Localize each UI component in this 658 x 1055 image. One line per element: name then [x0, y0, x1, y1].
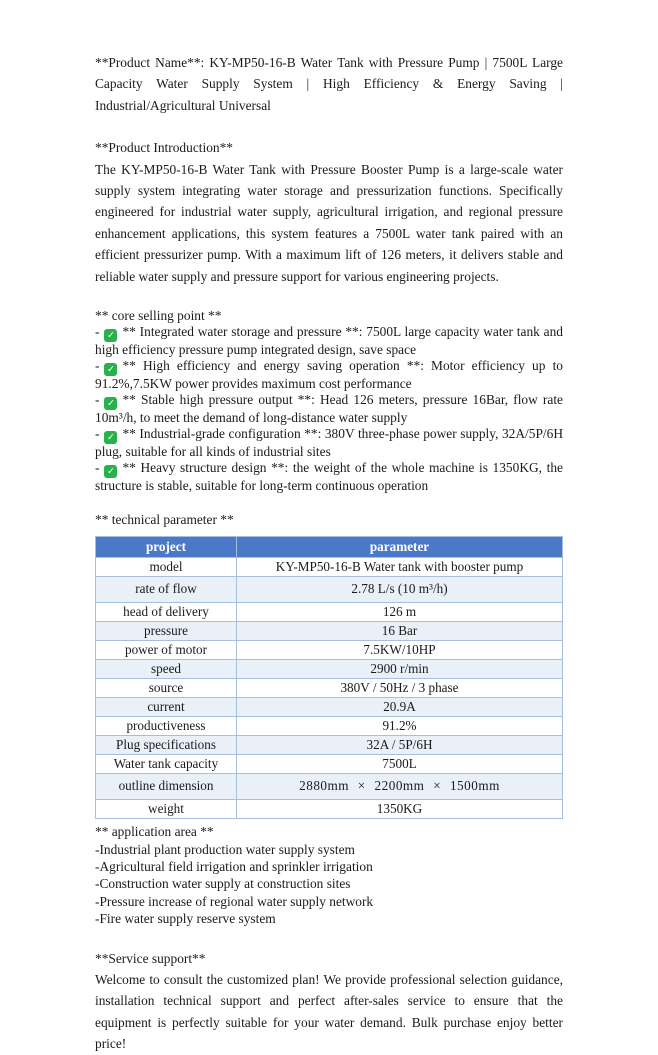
- section-selling-points: [95, 308, 563, 494]
- param-value-cell: 7500L: [237, 754, 563, 773]
- param-value-cell: 32A / 5P/6H: [237, 735, 563, 754]
- application-item: -Pressure increase of regional water supply network: [95, 893, 374, 909]
- selling-point-item: [95, 358, 563, 392]
- application-item: -Industrial plant production water supply system: [95, 841, 355, 857]
- section-introduction: [95, 137, 563, 287]
- table-row: [96, 659, 563, 678]
- introduction-body: The KY-MP50-16-B Water Tank with Pressure Booster Pump is a large-scale water supply system integrating water storage and pressurization functions. Specifically engineered for industrial water supply, agricultural irrigation, and regional pressure enhancement applications, this system features a 7500L water tank paired with an efficient pressurizer pump. With a maximum lift of 126 meters, it delivers stable and reliable water supply and pressure support for various engineering projects.: [95, 161, 563, 284]
- param-name-cell: speed: [96, 659, 237, 678]
- bullet-dash: -: [95, 357, 100, 373]
- param-value-cell: 2.78 L/s (10 m³/h): [237, 576, 563, 602]
- column-header-project: project: [96, 536, 237, 557]
- table-header-row: [96, 536, 563, 557]
- selling-point-text: ** Stable high pressure output **: Head 126 meters, pressure 16Bar, flow rate 10m³/h, to meet the demand of long-distance water supply: [95, 391, 563, 425]
- column-header-parameter: parameter: [237, 536, 563, 557]
- param-name-cell: pressure: [96, 621, 237, 640]
- bullet-dash: -: [95, 459, 100, 475]
- application-item: -Fire water supply reserve system: [95, 911, 276, 927]
- check-icon: ✓: [104, 465, 117, 478]
- param-value-cell: KY-MP50-16-B Water tank with booster pump: [237, 557, 563, 576]
- param-name-cell: rate of flow: [96, 576, 237, 602]
- technical-heading: ** technical parameter **: [95, 511, 234, 527]
- selling-point-item: [95, 426, 563, 460]
- table-row: [96, 621, 563, 640]
- selling-points-heading: ** core selling point **: [95, 308, 222, 324]
- param-value-cell: 2900 r/min: [237, 659, 563, 678]
- param-value-cell: 20.9A: [237, 697, 563, 716]
- param-value-cell: 2880mm × 2200mm × 1500mm: [237, 773, 563, 799]
- selling-point-item: [95, 324, 563, 358]
- selling-point-item: [95, 392, 563, 426]
- technical-parameter-table: [95, 536, 563, 819]
- table-row: [96, 576, 563, 602]
- introduction-heading: **Product Introduction**: [95, 140, 233, 156]
- param-name-cell: source: [96, 678, 237, 697]
- param-name-cell: outline dimension: [96, 773, 237, 799]
- bullet-dash: -: [95, 391, 100, 407]
- param-name-cell: weight: [96, 799, 237, 818]
- selling-point-text: ** High efficiency and energy saving operation **: Motor efficiency up to 91.2%,7.5KW power provides maximum cost performance: [95, 357, 563, 391]
- param-value-cell: 126 m: [237, 602, 563, 621]
- selling-point-item: [95, 460, 563, 494]
- service-body: Welcome to consult the customized plan! We provide professional selection guidance, installation technical support and perfect after-sales service to ensure that the equipment is perfectly suitable for your water demand. Bulk purchase enjoy better price!: [95, 972, 563, 1052]
- check-icon: ✓: [104, 329, 117, 342]
- bullet-dash: -: [95, 324, 100, 340]
- product-name-paragraph: **Product Name**: KY-MP50-16-B Water Tank with Pressure Pump | 7500L Large Capacity Water Supply System | High Efficiency & Energy Saving | Industrial/Agricultural Universal: [95, 55, 563, 113]
- table-row: [96, 735, 563, 754]
- param-name-cell: head of delivery: [96, 602, 237, 621]
- selling-point-text: ** Integrated water storage and pressure **: 7500L large capacity water tank and high efficiency pressure pump integrated design, save space: [95, 324, 563, 358]
- table-row: [96, 799, 563, 818]
- param-value-cell: 1350KG: [237, 799, 563, 818]
- param-name-cell: Plug specifications: [96, 735, 237, 754]
- param-name-cell: productiveness: [96, 716, 237, 735]
- table-row: [96, 557, 563, 576]
- selling-point-text: ** Industrial-grade configuration **: 380V three-phase power supply, 32A/5P/6H plug, suitable for all kinds of industrial sites: [95, 425, 563, 459]
- service-heading: **Service support**: [95, 950, 206, 966]
- param-name-cell: model: [96, 557, 237, 576]
- section-application: [95, 823, 563, 928]
- param-value-cell: 7.5KW/10HP: [237, 640, 563, 659]
- section-service: [95, 948, 563, 1055]
- table-row: [96, 754, 563, 773]
- table-row: [96, 697, 563, 716]
- check-icon: ✓: [104, 397, 117, 410]
- param-name-cell: current: [96, 697, 237, 716]
- check-icon: ✓: [104, 363, 117, 376]
- param-name-cell: Water tank capacity: [96, 754, 237, 773]
- table-row: [96, 640, 563, 659]
- application-item: -Construction water supply at construction sites: [95, 876, 351, 892]
- table-row: [96, 602, 563, 621]
- table-row: [96, 678, 563, 697]
- param-value-cell: 380V / 50Hz / 3 phase: [237, 678, 563, 697]
- param-value-cell: 16 Bar: [237, 621, 563, 640]
- table-row: [96, 773, 563, 799]
- param-name-cell: power of motor: [96, 640, 237, 659]
- application-item: -Agricultural field irrigation and sprinkler irrigation: [95, 859, 373, 874]
- bullet-dash: -: [95, 425, 100, 441]
- check-icon: ✓: [104, 431, 117, 444]
- table-row: [96, 716, 563, 735]
- application-heading: ** application area **: [95, 823, 214, 839]
- selling-point-text: ** Heavy structure design **: the weight of the whole machine is 1350KG, the structure is stable, suitable for long-term continuous operation: [95, 459, 563, 493]
- section-technical: [95, 511, 563, 819]
- param-value-cell: 91.2%: [237, 716, 563, 735]
